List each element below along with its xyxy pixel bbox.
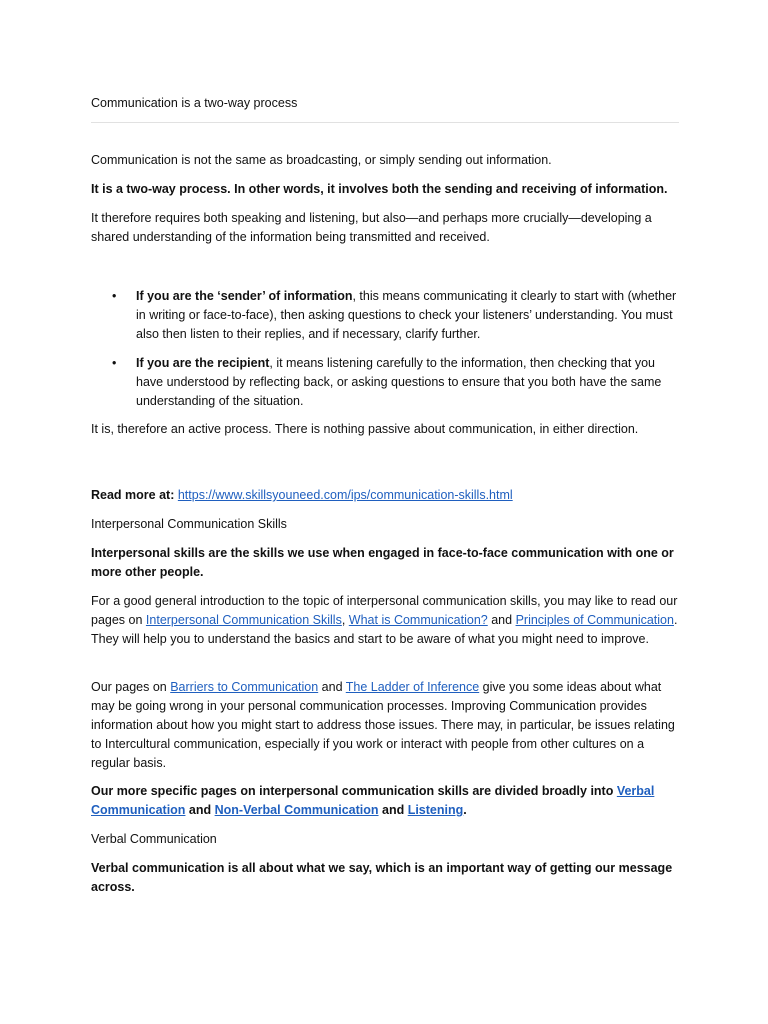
paragraph-two-way: It is a two-way process. In other words, it involves both the sending and receiving of information. bbox=[91, 182, 668, 196]
paragraph-speaking-listening: It therefore requires both speaking and listening, but also—and perhaps more crucially—developing a shared understanding of the information being transmitted and received. bbox=[91, 211, 652, 244]
text-run: and bbox=[185, 803, 215, 817]
text-run: Our more specific pages on interpersonal communication skills are divided broadly into bbox=[91, 784, 617, 798]
bullet-item-sender bbox=[91, 287, 681, 344]
link-interpersonal-communication-skills[interactable]: Interpersonal Communication Skills bbox=[145, 613, 342, 627]
paragraph-interpersonal-definition: Interpersonal skills are the skills we use when engaged in face-to-face communication with one or more other people. bbox=[91, 546, 674, 579]
read-more-link[interactable]: https://www.skillsyouneed.com/ips/communication-skills.html bbox=[177, 488, 513, 502]
bullet-text: , it means listening carefully to the information, then checking that you have understood by reflecting back, or asking questions to ensure that you both have the same understanding of the situation. bbox=[136, 356, 662, 408]
link-listening[interactable]: Listening bbox=[407, 803, 464, 817]
bullet-lead: If you are the recipient bbox=[136, 356, 270, 370]
text-run: , bbox=[341, 613, 349, 627]
section-heading-verbal: Verbal Communication bbox=[91, 832, 217, 846]
paragraph-active-process: It is, therefore an active process. There is nothing passive about communication, in either direction. bbox=[91, 422, 639, 436]
link-ladder-of-inference[interactable]: The Ladder of Inference bbox=[345, 680, 480, 694]
title-divider bbox=[91, 122, 679, 123]
doc-title: Communication is a two-way process bbox=[91, 96, 298, 110]
bullet-list bbox=[91, 287, 681, 411]
text-run: and bbox=[487, 613, 516, 627]
paragraph-introduction bbox=[91, 592, 681, 649]
paragraph-barriers bbox=[91, 678, 681, 773]
paragraph-specific-pages bbox=[91, 782, 681, 820]
read-more-label: Read more at: bbox=[91, 488, 178, 502]
read-more-line bbox=[91, 486, 681, 505]
bullet-lead: If you are the ‘sender’ of information bbox=[136, 289, 353, 303]
link-non-verbal-communication[interactable]: Non-Verbal Communication bbox=[214, 803, 379, 817]
bullet-marker: • bbox=[112, 289, 117, 303]
link-what-is-communication[interactable]: What is Communication? bbox=[348, 613, 488, 627]
text-run: give you some ideas about what may be going wrong in your personal communication processes. Improving Communication provides information about how you might start to address those issues. There may, in particular, be issues relating to Intercultural communication, especially if you work or interact with people from other cultures on a regular basis. bbox=[91, 680, 675, 770]
text-run: For a good general introduction to the topic of interpersonal communication skills, you may like to read our pages on bbox=[91, 594, 678, 627]
text-run: and bbox=[378, 803, 408, 817]
text-run: and bbox=[318, 680, 346, 694]
bullet-item-recipient bbox=[91, 354, 681, 411]
bullet-text: , this means communicating it clearly to start with (whether in writing or face-to-face), then asking questions to check your listeners’ understanding. You must also then listen to their replies, and if necessary, clarify further. bbox=[136, 289, 677, 341]
link-barriers-to-communication[interactable]: Barriers to Communication bbox=[170, 680, 319, 694]
text-run: . bbox=[463, 803, 467, 817]
bullet-marker: • bbox=[112, 356, 117, 370]
text-run: . They will help you to understand the basics and start to be aware of what you might need to improve. bbox=[91, 613, 678, 646]
paragraph-verbal-definition: Verbal communication is all about what we say, which is an important way of getting our message across. bbox=[91, 861, 673, 894]
link-principles-of-communication[interactable]: Principles of Communication bbox=[515, 613, 674, 627]
section-heading-interpersonal: Interpersonal Communication Skills bbox=[91, 517, 287, 531]
link-verbal-communication[interactable]: Verbal Communication bbox=[91, 784, 655, 817]
text-run: Our pages on bbox=[91, 680, 171, 694]
paragraph-broadcasting: Communication is not the same as broadcasting, or simply sending out information. bbox=[91, 153, 552, 167]
